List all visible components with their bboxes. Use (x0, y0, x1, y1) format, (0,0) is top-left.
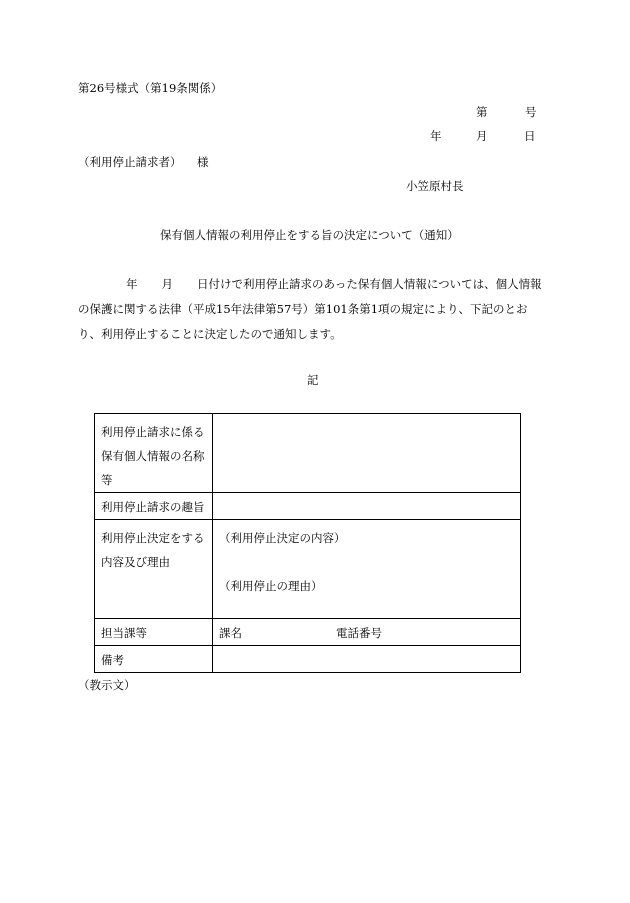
row1-value (213, 414, 521, 493)
table-row (95, 414, 521, 493)
form-number: 第26号様式（第19条関係） (78, 81, 223, 95)
row3-reason-heading: （利用停止の理由） (219, 579, 323, 593)
ki-heading: 記 (307, 373, 319, 387)
date-month: 月 (476, 129, 488, 143)
table-row (95, 520, 521, 619)
sender: 小笠原村長 (406, 179, 464, 193)
row3-content-heading: （利用停止決定の内容） (219, 531, 346, 545)
addressee: （利用停止請求者） (78, 155, 182, 169)
table-row (95, 619, 521, 646)
row3-value (213, 520, 521, 619)
row1-label: 利用停止請求に係る保有個人情報の名称等 (95, 414, 213, 493)
body-paragraph (78, 272, 548, 347)
row2-value (213, 493, 521, 520)
date-year: 年 (430, 129, 442, 143)
row5-value (213, 646, 521, 673)
row5-label: 備考 (95, 646, 213, 673)
addressee-sama: 様 (197, 155, 209, 169)
table-row (95, 493, 521, 520)
date-day: 日 (524, 129, 536, 143)
document-title: 保有個人情報の利用停止をする旨の決定について（通知） (160, 228, 459, 242)
row4-section-name: 課名 (219, 626, 242, 640)
info-table (94, 413, 521, 673)
row3-label: 利用停止決定をする内容及び理由 (95, 520, 213, 619)
document-number-go: 号 (525, 105, 537, 119)
table-row (95, 646, 521, 673)
row4-value (213, 619, 521, 646)
document-number-dai: 第 (476, 105, 488, 119)
row4-phone: 電話番号 (336, 626, 382, 640)
footer-note: （教示文） (78, 678, 136, 692)
body-date-year: 年 (126, 277, 138, 291)
body-text: 日付けで利用停止請求のあった保有個人情報については、個人情報の保護に関する法律（平成15年法律第57号）第101条第1項の規定により、下記のとおり、利用停止することに決定したので通知します。 (78, 277, 542, 341)
row2-label: 利用停止請求の趣旨 (95, 493, 213, 520)
body-date-month: 月 (161, 277, 173, 291)
row4-label: 担当課等 (95, 619, 213, 646)
